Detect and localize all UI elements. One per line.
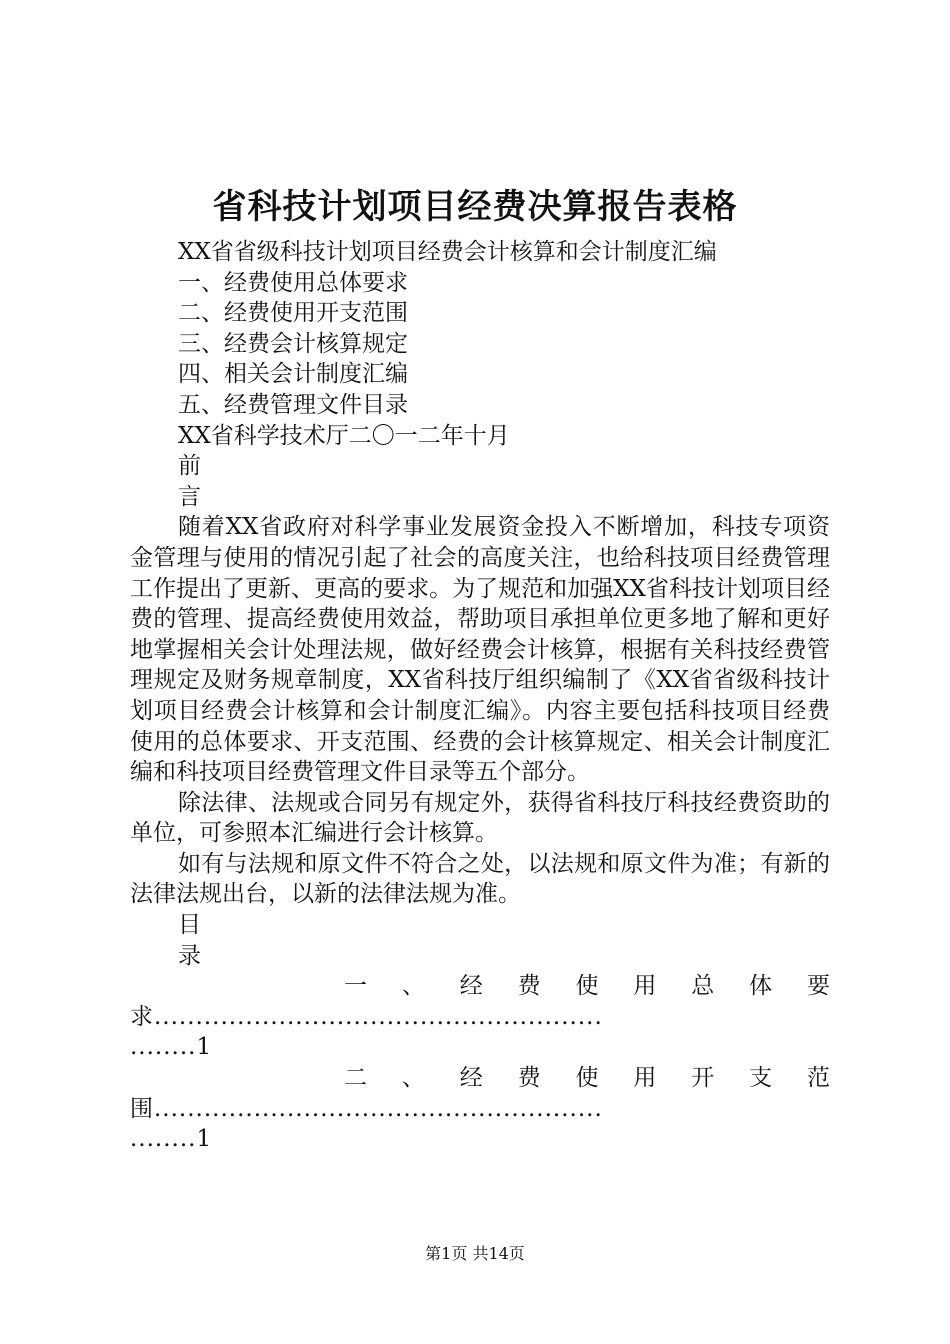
preface-heading-char-2: 言 — [178, 483, 201, 510]
preface-heading-char-1: 前 — [178, 453, 201, 480]
toc-entry-title: 一 、 经 费 使 用 总 体 要 — [344, 973, 830, 1000]
toc-entry-title: 二 、 经 费 使 用 开 支 范 — [344, 1065, 830, 1092]
toc-heading-char-1: 目 — [178, 912, 201, 939]
toc-entry-leader: 围...................................................... — [130, 1095, 603, 1122]
contents-item-4: 四、相关会计制度汇编 — [178, 361, 408, 388]
contents-item-5: 五、经费管理文件目录 — [178, 391, 408, 418]
contents-item-3: 三、经费会计核算规定 — [178, 330, 408, 357]
contents-item-2: 二、经费使用开支范围 — [178, 300, 408, 327]
page-footer: 第1页 共14页 — [425, 1244, 525, 1263]
toc-heading-char-2: 录 — [178, 942, 201, 969]
document-title: 省科技计划项目经费决算报告表格 — [212, 187, 738, 227]
document-body — [130, 237, 830, 1155]
issuer-date: XX省科学技术厅二〇一二年十月 — [178, 422, 510, 449]
contents-item-1: 一、经费使用总体要求 — [178, 269, 408, 296]
compilation-title: XX省省级科技计划项目经费会计核算和会计制度汇编 — [178, 239, 717, 265]
toc-entry-page: ........1 — [130, 1126, 213, 1153]
preface-paragraph-2: 除法律、法规或合同另有规定外，获得省科技厅科技经费资助的单位，可参照本汇编进行会计核算。 — [130, 789, 830, 847]
toc-entry-leader: 求...................................................... — [130, 1003, 603, 1030]
toc-entry — [130, 1063, 830, 1155]
toc-entry-page: ........1 — [130, 1034, 213, 1061]
preface-paragraph-1: 随着XX省政府对科学事业发展资金投入不断增加，科技专项资金管理与使用的情况引起了社会的高度关注，也给科技项目经费管理工作提出了更新、更高的要求。为了规范和加强XX省科技计划项目经费的管理、提高经费使用效益，帮助项目承担单位更多地了解和更好地掌握相关会计处理法规，做好经费会计核算，根据有关科技经费管理规定及财务规章制度，XX省科技厅组织编制了《XX省省级科技计划项目经费会计核算和会计制度汇编》。内容主要包括科技项目经费使用的总体要求、开支范围、经费的会计核算规定、相关会计制度汇编和科技项目经费管理文件目录等五个部分。 — [130, 514, 830, 786]
toc-entry — [130, 971, 830, 1063]
preface-paragraph-3: 如有与法规和原文件不符合之处，以法规和原文件为准；有新的法律法规出台，以新的法律法规为准。 — [130, 850, 830, 908]
